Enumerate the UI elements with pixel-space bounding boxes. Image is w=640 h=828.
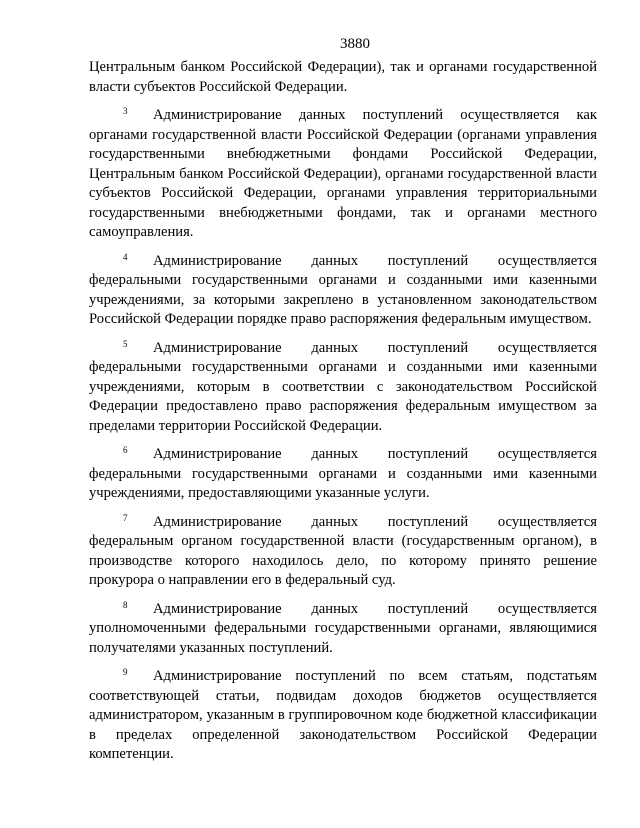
footnote-paragraph-4: 4 Администрирование данных поступлений осуществляется федеральными государственными органами и созданными ими казенными учреждениями, за которыми закреплено в установленном законодательством Российской Федерации порядке право распоряжения федеральным имуществом. — [89, 251, 597, 327]
paragraph-text: Администрирование данных поступлений осуществляется федеральным органом государственной власти (государственным органом), в производстве которого находилось дело, по которому принято решение прокурора о направлении его в федеральный суд. — [89, 513, 597, 588]
page-number: 3880 — [340, 36, 370, 52]
footnote-paragraph-6: 6 Администрирование данных поступлений осуществляется федеральными государственными органами и созданными ими казенными учреждениями, предоставляющими указанные услуги. — [89, 445, 597, 501]
document-page — [89, 34, 597, 774]
footnote-paragraph-9: 9 Администрирование поступлений по всем статьям, подстатьям соответствующей статьи, подвидам доходов бюджетов осуществляется администратором, указанным в группировочном коде бюджетной классификации в пределах определенной законодательством Российской Федерации компетенции. — [89, 667, 597, 762]
paragraph-text: Администрирование данных поступлений осуществляется федеральными государственными органами и созданными ими казенными учреждениями, предоставляющими указанные услуги. — [89, 446, 597, 501]
paragraph-text: Администрирование данных поступлений осуществляется уполномоченными федеральными государственными органами, являющимися получателями указанных поступлений. — [89, 600, 597, 656]
footnote-paragraph-7: 7 Администрирование данных поступлений осуществляется федеральным органом государственной власти (государственным органом), в производстве которого находилось дело, по которому принято решение прокурора о направлении его в федеральный суд. — [89, 512, 597, 588]
footnote-paragraph-8: 8 Администрирование данных поступлений осуществляется уполномоченными федеральными государственными органами, являющимися получателями указанных поступлений. — [89, 599, 597, 656]
footnote-paragraph-5: 5 Администрирование данных поступлений осуществляется федеральными государственными органами и созданными ими казенными учреждениями, которым в соответствии с законодательством Российской Федерации предоставлено право распоряжения федеральным имуществом за пределами территории Российской Федерации. — [89, 338, 597, 434]
paragraph-text: Администрирование данных поступлений осуществляется федеральными государственными органами и созданными ими казенными учреждениями, за которыми закреплено в установленном законодательством Российской Федерации порядке право распоряжения федеральным имуществом. — [89, 252, 597, 327]
paragraph-text: Администрирование данных поступлений осуществляется федеральными государственными органами и созданными ими казенными учреждениями, которым в соответствии с законодательством Российской Федерации предоставлено право распоряжения федеральным имуществом за пределами территории Российской Федерации. — [89, 339, 597, 434]
paragraph-text: Администрирование данных поступлений осуществляется как органами государственной власти Российской Федерации (органами управления государственными внебюджетными фондами Российской Федерации, Центральным банком Российской Федерации), органами государственной власти субъектов Российской Федерации, органами управления территориальными государственными внебюджетными фондами, так и органами местного самоуправления. — [89, 107, 597, 240]
paragraph-continuation — [89, 58, 597, 97]
paragraph-text: Администрирование поступлений по всем статьям, подстатьям соответствующей статьи, подвидам доходов бюджетов осуществляется администратором, указанным в группировочном коде бюджетной классификации в пределах определенной законодательством Российской Федерации компетенции. — [89, 668, 597, 762]
footnote-paragraph-3: 3 Администрирование данных поступлений осуществляется как органами государственной власти Российской Федерации (органами управления государственными внебюджетными фондами Российской Федерации, Центральным банком Российской Федерации), органами государственной власти субъектов Российской Федерации, органами управления территориальными государственными внебюджетными фондами, так и органами местного самоуправления. — [89, 106, 597, 240]
paragraph-text: Центральным банком Российской Федерации), так и органами государственной власти субъектов Российской Федерации. — [89, 59, 597, 95]
